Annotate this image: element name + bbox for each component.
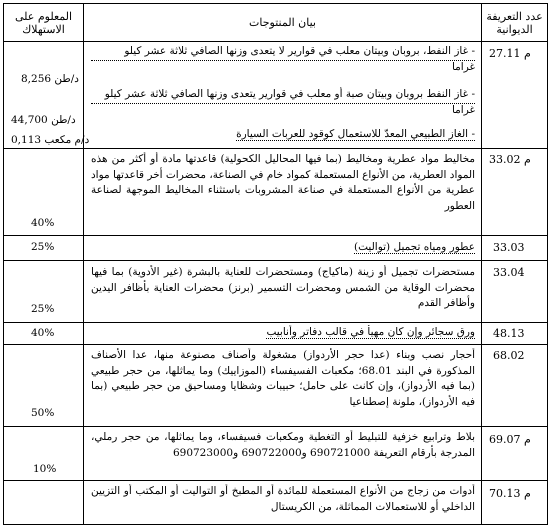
description-inline: عطور ومياه تجميل (تواليت) (354, 241, 475, 253)
row-divider (3, 260, 548, 261)
header-duty: المعلوم على الاستهلاك (14, 9, 73, 36)
description-line: غراما (451, 104, 475, 116)
row-divider (3, 235, 548, 236)
tariff-code: 48.13 (493, 327, 525, 340)
border-left (3, 3, 4, 525)
duty-value: 25% (31, 241, 55, 253)
tariff-code: م 69.07 (489, 433, 531, 446)
description-text: مستحضرات تجميل أو زينة (ماكياج) ومستحضرات للعناية بالبشرة (غير الأدوية) بما فيها محضرات الوقاية من الشمس ومحضرات التسمير (برنز) محضرات العناية بأظافر اليدين وأظافر القدم (91, 266, 475, 309)
border-bottom (3, 524, 548, 525)
description-line: - غاز النفط بروبان وبيتان صبة أو معلب في قوارير يتعدى وزنها الصافي ثلاثة عشر كيلو (91, 87, 475, 104)
description-text (91, 240, 475, 256)
row-divider (3, 426, 548, 427)
tariff-code: م 70.13 (489, 487, 531, 500)
tariff-code: 33.03 (493, 241, 525, 254)
duty-value: 40% (31, 217, 55, 229)
description-text: أدوات من زجاج من الأنواع المستعملة للمائدة أو المطبخ أو التواليت أو المكتب أو التزيين الداخلي أو للاستعمالات المماثلة، من الكريستال (91, 485, 475, 513)
tariff-code: م 27.11 (489, 47, 531, 60)
row-divider (3, 344, 548, 345)
duty-value: 0,113 د/م مكعب (11, 134, 90, 146)
description-text: - الغاز الطبيعي المعدّ للاستعمال كوقود للعربات السيارة (236, 128, 475, 140)
description-line (91, 127, 475, 143)
row-divider (3, 322, 548, 323)
header-code: عدد التعريفة الديوانية (486, 9, 543, 36)
duty-value: 44,700 د/طن (11, 114, 76, 126)
row-divider (3, 480, 548, 481)
description-text: بلاط وترابيع خزفية للتبليط أو التغطية ومكعبات فسيفساء، وما يماثلها، من حجر رملي، المدرجة بأرقام التعريفة 690721000 و690722000 و690723000 (91, 431, 475, 459)
tariff-code: 33.04 (493, 266, 525, 279)
col-divider-code (481, 3, 482, 525)
duty-value: 50% (31, 407, 55, 419)
header-description: بيان المنتوجات (249, 16, 316, 29)
duty-value: 10% (33, 463, 57, 475)
tariff-code: م 33.02 (489, 153, 531, 166)
border-right (547, 3, 548, 525)
description-inline: ورق سجائر وإن كان مهيأ في قالب دفاتر وأنابيب (266, 326, 475, 338)
description-line: غراما (451, 61, 475, 73)
duty-value: 8,256 د/طن (21, 73, 79, 85)
description-text: مخاليط مواد عطرية ومخاليط (بما فيها المحاليل الكحولية) قاعدتها مادة أو أكثر من هذه المواد العطرية، من الأنواع المستعملة كمواد خام في الصناعة، محضرات أخر قاعدتها مواد عطرية من الأنواع المستعملة في صناعة المشروبات باستثناء المخاليط الموجهة لصناعة العطور (91, 153, 475, 212)
duty-value: 40% (31, 327, 55, 339)
row-divider (3, 148, 548, 149)
duty-value: 25% (31, 303, 55, 315)
header-divider (3, 41, 548, 42)
description-line: - غاز النفط، بروبان وبيتان معلب في قوارير لا يتعدى وزنها الصافي ثلاثة عشر كيلو (91, 44, 475, 61)
description-text: أحجار نصب وبناء (عدا حجر الأردواز) مشغولة وأصناف مصنوعة منها، عدا الأصناف المذكورة في البند 68.01؛ مكعبات الفسيفساء (الموزاييك) وما يماثلها، من حجر طبيعي (بما فيه الأردواز)، وإن كانت على حامل؛ حبيبات وشظايا ومساحيق من حجر طبيعي (بما فيه الأردواز)، ملونة إصطناعيا (91, 349, 475, 408)
tariff-table (3, 3, 548, 525)
description-text (91, 325, 475, 341)
tariff-code: 68.02 (493, 349, 525, 362)
